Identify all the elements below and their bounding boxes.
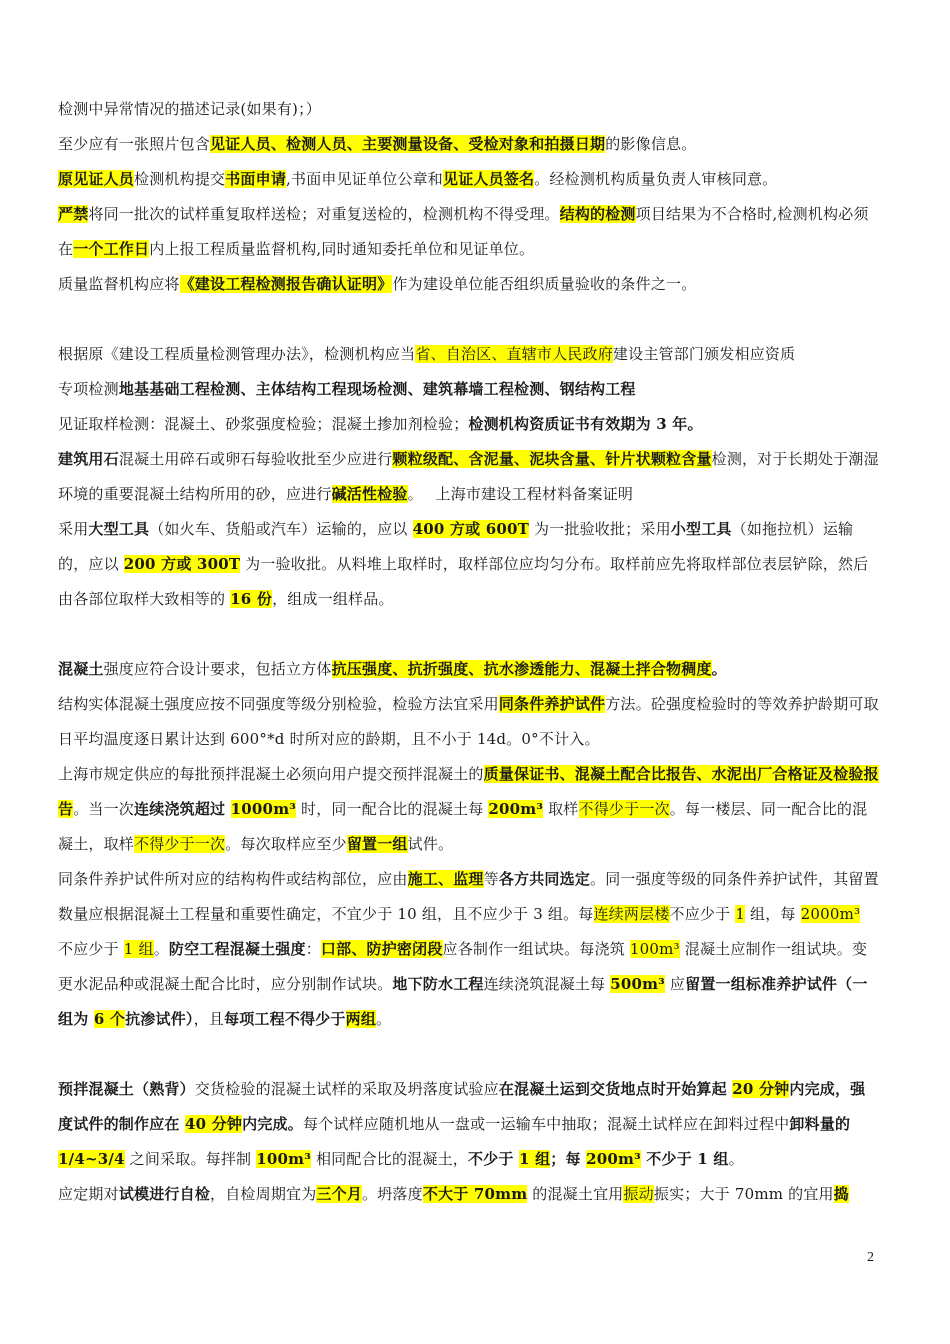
highlighted-text: 20 分钟 [732,1080,790,1098]
highlighted-text: 100m³ [629,940,680,958]
text-run: 振实；大于 70mm 的宜用 [653,1185,834,1203]
text-run: 。 [376,1010,392,1028]
highlighted-text: 16 份 [230,590,273,608]
paragraph [58,687,880,757]
text-run: ，且 [193,1010,225,1028]
paragraph [58,267,880,302]
text-run: ，自检周期宜为 [210,1185,317,1203]
highlighted-text: 1/4~3/4 [58,1150,125,1168]
highlighted-text: 连续两层楼 [593,905,670,923]
text-run: ,书面申见证单位公章和 [286,170,444,188]
highlighted-text: 三个月 [316,1185,363,1203]
text-run: 的影像信息。 [605,135,697,153]
highlighted-text: 40 分钟 [185,1115,243,1133]
text-run: ，组成一组样品。 [272,590,394,608]
text-run: 混凝土用碎石或卵石每验收批至少应进行 [118,450,393,468]
text-run: 质量监督机构应将 [58,275,180,293]
paragraph [58,1177,880,1212]
paragraph [58,337,880,372]
text-run: 小型工具 [670,520,732,538]
highlighted-text: 1 [735,905,746,923]
highlighted-text: 不得少于一次 [134,835,226,853]
text-run: 连续浇筑混凝土每 [483,975,611,993]
text-run: 作为建设单位能否组织质量验收的条件之一。 [392,275,697,293]
highlighted-text: 留置一组 [346,835,408,853]
text-run: （如拖拉机）运输的，应以 [58,520,854,573]
text-run: 采用 [58,520,89,538]
text-run: 各方共同选定 [498,870,591,888]
paragraph [58,127,880,162]
highlighted-text: 见证人员签名 [443,170,535,188]
text-run: 为一批验收批；采用 [529,520,671,538]
page-number: 2 [867,1250,874,1265]
text-run: 。每次取样应至少 [225,835,347,853]
paragraph-spacer [58,302,880,337]
highlighted-text: 质量保证书、混凝土配合比报告、水泥出厂合格证及检验报告 [58,765,879,818]
highlighted-text: 200 方或 300T [123,555,241,573]
text-run: 每项工程不得少于 [224,1010,346,1028]
highlighted-text: 不得少于一次 [578,800,670,818]
text-run: 。同一强度等级的同条件养护试件，其留置数量应根据混凝土工程量和重要性确定，不宜少于 10 组，且不应少于 3 组。每 [58,870,879,923]
highlighted-text: 口部、防护密闭段 [320,940,443,958]
text-run: 检测中异常情况的描述记录(如果有)；） [58,100,322,118]
text-run: 取样 [543,800,579,818]
highlighted-text: 捣 [833,1185,849,1203]
paragraph [58,407,880,442]
text-run: 建筑用石 [58,450,119,468]
text-run: 。 上海市建设工程材料备案证明 [407,485,634,503]
highlighted-text: 同条件养护试件 [498,695,606,713]
text-run: 。 [153,940,169,958]
text-run: 建设主管部门颁发相应资质 [612,345,796,363]
text-run: 的混凝土宜用 [527,1185,624,1203]
text-run: （如火车、货船或汽车）运输的，应以 [149,520,413,538]
highlighted-text: 1 组 [123,940,154,958]
highlighted-text: 2000m³ [800,905,861,923]
paragraph [58,92,880,127]
text-run: 见证取样检测：混凝土、砂浆强度检验；混凝土掺加剂检验； [58,415,469,433]
text-run: 留置一组标准养护试件（一组为 [58,975,868,1028]
highlighted-text: 书面申请 [225,170,287,188]
highlighted-text: 6 个 [93,1010,126,1028]
text-run: 不少于 1 组 [640,1150,729,1168]
highlighted-text: 省、自治区、直辖市人民政府 [415,345,613,363]
paragraph [58,197,880,267]
text-run: 根据原《建设工程质量检测管理办法》，检测机构应当 [58,345,416,363]
text-run: 为一验收批。从料堆上取样时，取样部位应均匀分布。取样前应先将取样部位表层铲除，然后由各部位取样大致相等的 [58,555,869,608]
text-run: 检测机构资质证书有效期为 3 年。 [468,415,703,433]
highlighted-text: 原见证人员 [58,170,135,188]
highlighted-text: 振动 [623,1185,654,1203]
text-run: 方法。砼强度检验时的等效养护龄期可取日平均温度逐日累计达到 600°*d 时所对应的龄期，且不小于 14d。0°不计入。 [58,695,879,748]
paragraph [58,652,880,687]
text-run: 检测机构提交 [134,170,226,188]
text-run: 至少应有一张照片包含 [58,135,211,153]
text-run: 连续浇筑超过 [134,800,231,818]
text-run: 地下防水工程 [392,975,484,993]
text-run: 上海市规定供应的每批预拌混凝土必须向用户提交预拌混凝土的 [58,765,484,783]
paragraph [58,442,880,512]
highlighted-text: 1000m³ [230,800,297,818]
paragraph [58,862,880,1037]
paragraph [58,372,880,407]
text-run: 项目结果为不合格时,检测机构必须在 [58,205,869,258]
highlighted-text: 抗压强度、抗折强度、抗水渗透能力、混凝土拌合物稠度 [331,660,712,678]
text-run: 相同配合比的混凝土， [311,1150,468,1168]
text-run: 每个试样应随机地从一盘或一运输车中抽取；混凝土试样应在卸料过程中 [302,1115,790,1133]
text-run: 混凝土应制作一组试块。变更水泥品种或混凝土配合比时，应分别制作试块。 [58,940,868,993]
text-run: 检测，对于长期处于潮湿环境的重要混凝土结构所用的砂，应进行 [58,450,879,503]
highlighted-text: 100m³ [256,1150,311,1168]
highlighted-text: 500m³ [610,975,665,993]
text-run: 组，每 [745,905,801,923]
highlighted-text: 不大于 70mm [422,1185,528,1203]
text-run: 混凝土 [58,660,104,678]
paragraph-spacer [58,617,880,652]
text-run: 。经检测机构质量负责人审核同意。 [534,170,778,188]
paragraph [58,1072,880,1177]
text-run: 。坍落度 [362,1185,423,1203]
text-run: 应 [664,975,686,993]
text-run: 专项检测 [58,380,119,398]
text-run: 卸料量的 [789,1115,851,1133]
highlighted-text: 碱活性检验 [331,485,408,503]
text-run: 将同一批次的试样重复取样送检；对重复送检的，检测机构不得受理。 [88,205,560,223]
highlighted-text: 见证人员、检测人员、主要测量设备、受检对象和拍摄日期 [210,135,606,153]
text-run: 不少于 [467,1150,520,1168]
text-run: 内完成，强度试件的制作应在 [58,1080,866,1133]
text-run: 之间采取。每拌制 [124,1150,257,1168]
text-run: 同条件养护试件所对应的结构构件或结构部位，应由 [58,870,408,888]
text-run: 不应少于 [669,905,736,923]
text-run: 强度应符合设计要求，包括立方体 [103,660,332,678]
text-run: 。 [728,1150,744,1168]
text-run: 结构实体混凝土强度应按不同强度等级分别检验，检验方法宜采用 [58,695,499,713]
highlighted-text: 一个工作日 [73,240,150,258]
text-run: 应定期对 [58,1185,119,1203]
highlighted-text: 两组 [345,1010,377,1028]
text-run: 不应少于 [58,940,124,958]
text-run: 防空工程混凝土强度 [168,940,306,958]
highlighted-text: 严禁 [58,205,89,223]
highlighted-text: 《建设工程检测报告确认证明》 [179,275,393,293]
text-run: 交货检验的混凝土试样的采取及坍落度试验应 [194,1080,499,1098]
text-run: 抗渗试件） [125,1010,194,1028]
text-run: 应各制作一组试块。每浇筑 [442,940,630,958]
text-run: 内上报工程质量监督机构,同时通知委托单位和见证单位。 [149,240,535,258]
text-run: 。每一楼层、同一配合比的混凝土，取样 [58,800,868,853]
text-run: 等 [483,870,499,888]
text-run: 在混凝土运到交货地点时开始算起 [498,1080,733,1098]
text-run: 地基基础工程检测、主体结构工程现场检测、建筑幕墙工程检测、钢结构工程 [118,380,636,398]
text-run: 内完成。 [242,1115,303,1133]
document-body [58,92,880,1212]
text-run: 时，同一配合比的混凝土每 [296,800,489,818]
text-run: 试模进行自检 [118,1185,211,1203]
text-run: 试件。 [407,835,454,853]
paragraph [58,757,880,862]
highlighted-text: 1 组 [519,1150,551,1168]
text-run: 大型工具 [88,520,150,538]
highlighted-text: 颗粒级配、含泥量、泥块含量、针片状颗粒含量 [392,450,712,468]
highlighted-text: 结构的检测 [559,205,636,223]
text-run: ；每 [550,1150,587,1168]
text-run: 预拌混凝土（熟背） [58,1080,195,1098]
text-run: 。 [711,660,727,678]
highlighted-text: 200m³ [586,1150,641,1168]
highlighted-text: 200m³ [488,800,544,818]
text-run: ： [305,940,321,958]
paragraph-spacer [58,1037,880,1072]
highlighted-text: 施工、监理 [407,870,484,888]
paragraph [58,162,880,197]
text-run: 。当一次 [73,800,135,818]
paragraph [58,512,880,617]
highlighted-text: 400 方或 600T [412,520,530,538]
